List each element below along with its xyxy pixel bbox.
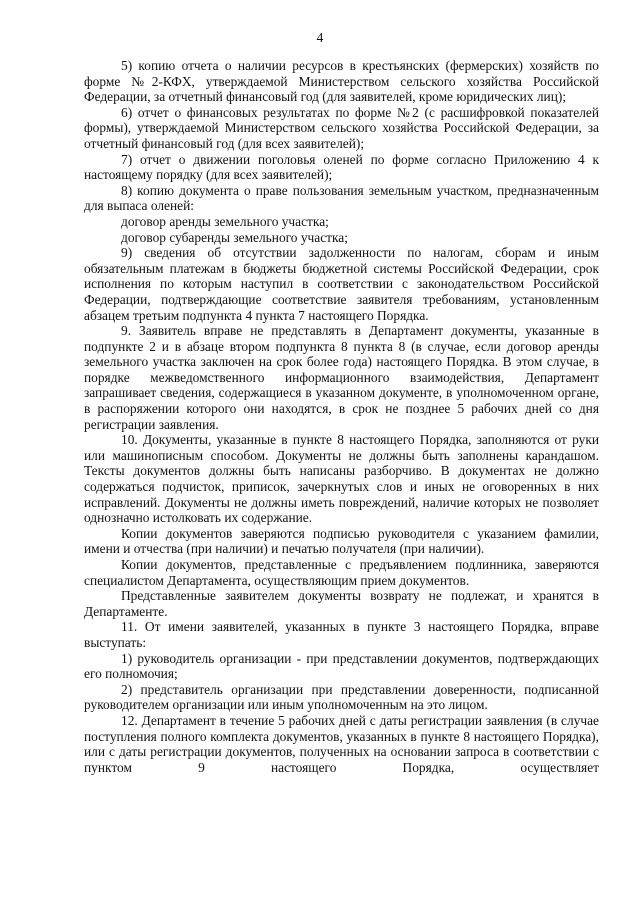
paragraph-no-return: Представленные заявителем документы возврату не подлежат, и хранятся в Департаменте.	[84, 588, 599, 619]
paragraph-clause-12: 12. Департамент в течение 5 рабочих дней с даты регистрации заявления (в случае поступления полного комплекта документов, указанных в пункте 8 настоящего Порядка), или с даты регистрации документов, полученных на основании запроса в соответствии с пунктом 9 настоящего Порядка, осуществляет	[84, 712, 599, 775]
paragraph-clause-11-item-2: 2) представитель организации при представлении доверенности, подписанной руководителем организации или иным уполномоченным на это лицом.	[84, 681, 599, 713]
paragraph-item-8: 8) копию документа о праве пользования земельным участком, предназначенным для выпаса оленей:	[84, 182, 599, 214]
page-number: 4	[316, 30, 324, 45]
paragraph-item-5: 5) копию отчета о наличии ресурсов в крестьянских (фермерских) хозяйств по форме №2-КФХ, утверждаемой Министерством сельского хозяйства Российской Федерации, за отчетный финансовый год (для заявителей, кроме юридических лиц);	[84, 58, 599, 105]
paragraph-item-7: 7) отчет о движении поголовья оленей по форме согласно Приложению 4 к настоящему порядку (для всех заявителей);	[84, 151, 599, 183]
paragraph-item-9: 9) сведения об отсутствии задолженности по налогам, сборам и иным обязательным платежам в бюджеты бюджетной системы Российской Федерации, срок исполнения по которым наступил в соответствии с законодательством Российской Федерации, подтверждающие соответствие заявителя требованиям, установленным абзацем третьим подпункта 4 пункта 7 настоящего Порядка.	[84, 245, 599, 323]
paragraph-clause-11: 11. От имени заявителей, указанных в пункте 3 настоящего Порядка, вправе выступать:	[84, 619, 599, 650]
paragraph-clause-9: 9. Заявитель вправе не представлять в Департамент документы, указанные в подпункте 2 и в абзаце втором подпункта 8 пункта 8 (в случае, если договор аренды земельного участка заключен на срок более года) настоящего Порядка. В этом случае, в порядке межведомственного информационного взаимодействия, Департамент запрашивает сведения, содержащиеся в указанном документе, в уполномоченном органе, в распоряжении которого они находятся, в срок не позднее 5 рабочих дней со дня регистрации заявления.	[84, 323, 599, 432]
document-body	[84, 58, 599, 775]
paragraph-clause-10: 10. Документы, указанные в пункте 8 настоящего Порядка, заполняются от руки или машинописным способом. Документы не должны быть заполнены карандашом. Тексты документов должны быть написаны разборчиво. В документах не должно содержаться подчисток, приписок, зачеркнутых слов и иных не оговоренных в них исправлений. Документы не должны иметь повреждений, наличие которых не позволяет однозначно истолковать их содержание.	[84, 432, 599, 526]
paragraph-item-8-sublease: договор субаренды земельного участка;	[121, 229, 348, 245]
paragraph-item-6: 6) отчет о финансовых результатах по форме №2 (с расшифровкой показателей формы), утверждаемой Министерством сельского хозяйства Российской Федерации, за отчетный финансовый год (для всех заявителей);	[84, 104, 599, 151]
paragraph-copies-certified: Копии документов, представленные с предъявлением подлинника, заверяются специалистом Департамента, осуществляющим прием документов.	[84, 557, 599, 588]
paragraph-copies-signature: Копии документов заверяются подписью руководителя с указанием фамилии, имени и отчества (при наличии) и печатью получателя (при наличии).	[84, 525, 599, 557]
paragraph-item-8-lease: договор аренды земельного участка;	[121, 213, 329, 229]
paragraph-clause-11-item-1: 1) руководитель организации - при представлении документов, подтверждающих его полномочия;	[84, 650, 599, 682]
